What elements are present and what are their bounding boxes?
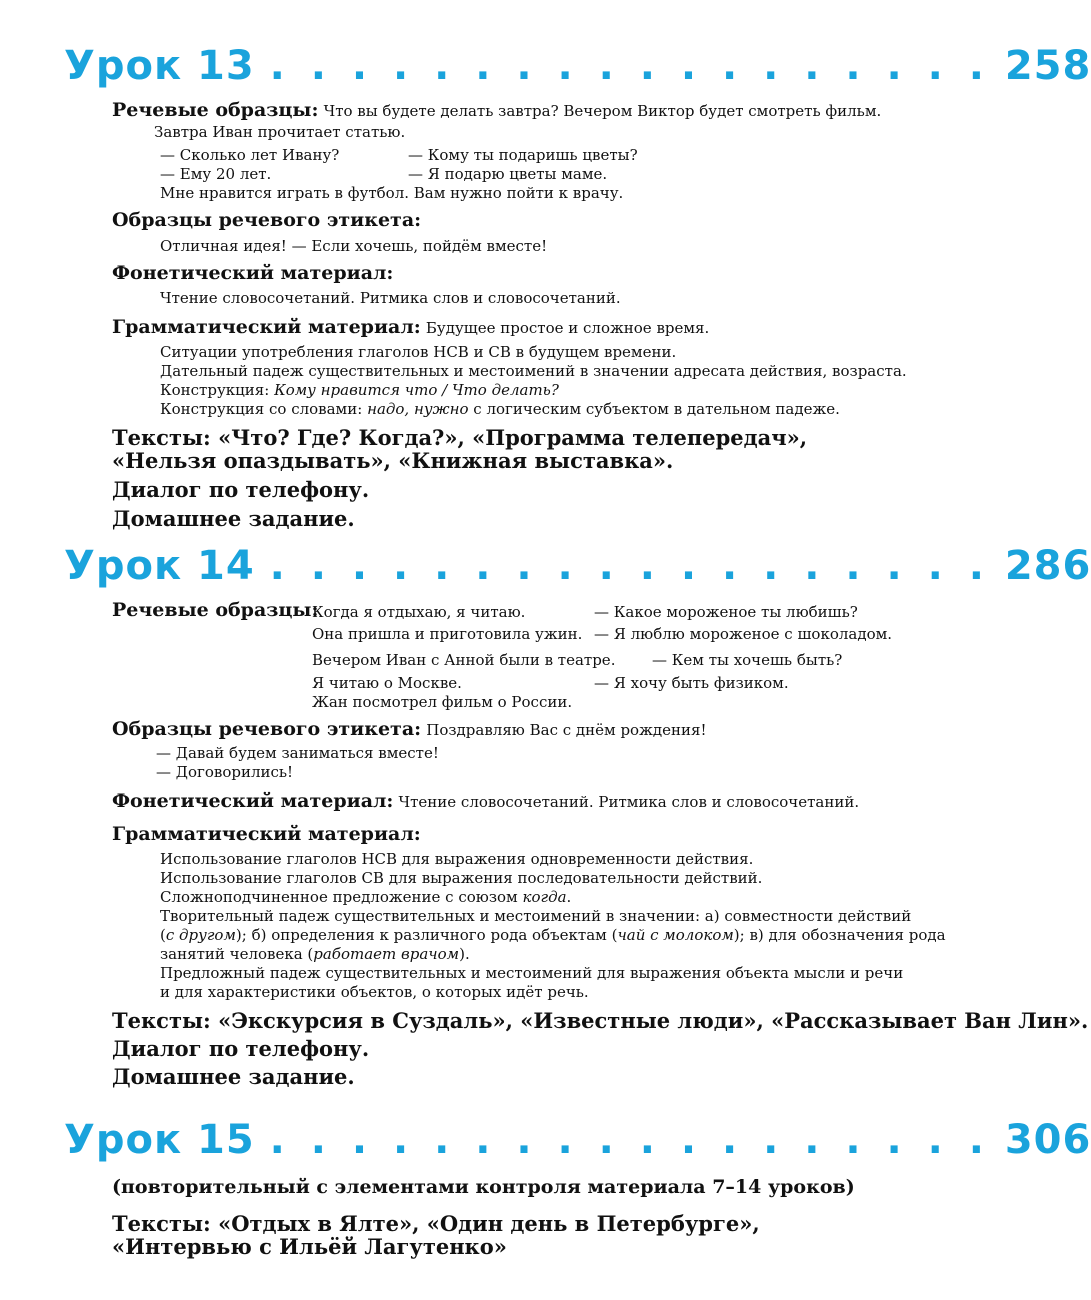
l14-grammar-5e: ); в) для обозначения рода	[733, 926, 946, 944]
l15-subtitle: (повторительный с элементами контроля материала 7–14 уроков)	[112, 1176, 855, 1198]
lesson-14-dots: . . . . . . . . . . . . . . . . . .	[269, 543, 990, 589]
l14-texts-1: Тексты: «Экскурсия в Суздаль», «Известные люди», «Рассказывает Ван Лин».	[112, 1008, 1089, 1033]
l13-dialog: Диалог по телефону.	[112, 477, 370, 502]
l13-speech-1: Что вы будете делать завтра? Вечером Виктор будет смотреть фильм.	[323, 102, 882, 120]
l14-speech-l2: Она пришла и приготовила ужин.	[312, 625, 583, 643]
l14-speech-r1: — Какое мороженое ты любишь?	[594, 603, 858, 621]
lesson-15-dots: . . . . . . . . . . . . . . . . . .	[269, 1117, 990, 1163]
l14-grammar-5	[160, 926, 946, 944]
l14-grammar-4: Творительный падеж существительных и местоимений в значении: а) совместности действий	[160, 907, 912, 925]
l13-grammar-4c: с логическим субъектом в дательном падеже.	[473, 400, 840, 418]
lesson-15-title: Урок 15	[64, 1117, 255, 1163]
lesson-13-heading	[64, 43, 1091, 89]
l14-phonetic-label: Фонетический материал:	[112, 790, 394, 812]
l14-etiquette-label: Образцы речевого этикета:	[112, 718, 422, 740]
l14-homework: Домашнее задание.	[112, 1064, 355, 1089]
l13-texts-1: Тексты: «Что? Где? Когда?», «Программа телепередач»,	[112, 425, 808, 450]
l13-speech-line-1	[112, 99, 881, 122]
l13-grammar-2: Дательный падеж существительных и местоимений в значении адресата действия, возраста.	[160, 362, 907, 380]
l13-speech-3: Мне нравится играть в футбол. Вам нужно пойти к врачу.	[160, 184, 624, 202]
l14-speech-r4: — Я хочу быть физиком.	[594, 674, 789, 692]
l14-grammar-7: Предложный падеж существительных и местоимений для выражения объекта мысли и речи	[160, 964, 904, 982]
l13-dialog-b2: — Я подарю цветы маме.	[408, 165, 608, 183]
l13-speech-label: Речевые образцы:	[112, 99, 319, 121]
l14-speech-l3: Вечером Иван с Анной были в театре.	[312, 651, 616, 669]
l14-grammar-5b: с другом	[165, 926, 236, 944]
l13-etiquette-1: Отличная идея! — Если хочешь, пойдём вместе!	[160, 237, 548, 255]
l14-grammar-1: Использование глаголов НСВ для выражения одновременности действия.	[160, 850, 754, 868]
l13-grammar-line	[112, 316, 709, 339]
l14-speech-l1: Когда я отдыхаю, я читаю.	[312, 603, 526, 621]
l13-texts-2: «Нельзя опаздывать», «Книжная выставка».	[112, 448, 674, 473]
l14-grammar-8: и для характеристики объектов, о которых идёт речь.	[160, 983, 589, 1001]
l14-etiquette-head: Поздравляю Вас с днём рождения!	[426, 721, 707, 739]
l14-grammar-5c: ); б) определения к различного рода объектам (	[235, 926, 618, 944]
l14-grammar-6b: работает врачом	[313, 945, 460, 963]
l14-grammar-label: Грамматический материал:	[112, 823, 421, 845]
l14-grammar-6	[160, 945, 470, 963]
l13-speech-2: Завтра Иван прочитает статью.	[154, 123, 406, 141]
l14-speech-l4: Я читаю о Москве.	[312, 674, 462, 692]
lesson-13-dots: . . . . . . . . . . . . . . . . . .	[269, 43, 990, 89]
lesson-15-page: 306	[1004, 1117, 1091, 1163]
l14-dialog: Диалог по телефону.	[112, 1036, 370, 1061]
lesson-13-title: Урок 13	[64, 43, 255, 89]
l13-grammar-4a: Конструкция со словами:	[160, 400, 363, 418]
l15-texts-2: «Интервью с Ильёй Лагутенко»	[112, 1234, 507, 1259]
l13-grammar-3a: Конструкция:	[160, 381, 270, 399]
l13-dialog-b1: — Кому ты подаришь цветы?	[408, 146, 638, 164]
l14-grammar-6c: ).	[459, 945, 470, 963]
lesson-13-page: 258	[1004, 43, 1091, 89]
l13-grammar-1: Ситуации употребления глаголов НСВ и СВ в будущем времени.	[160, 343, 677, 361]
lesson-14-page: 286	[1004, 543, 1091, 589]
lesson-14-title: Урок 14	[64, 543, 255, 589]
l13-grammar-4	[160, 400, 840, 418]
l14-speech-r2: — Я люблю мороженое с шоколадом.	[594, 625, 893, 643]
l14-etiquette-line	[112, 718, 706, 741]
l14-phonetic-line	[112, 790, 859, 813]
l14-grammar-6a: занятий человека (	[160, 945, 314, 963]
l13-phonetic-label: Фонетический материал:	[112, 262, 394, 284]
l13-etiquette-label: Образцы речевого этикета:	[112, 209, 422, 231]
l14-grammar-3c: .	[566, 888, 572, 906]
l13-grammar-3b: Кому нравится что / Что делать?	[274, 381, 559, 399]
l14-speech-label: Речевые образцы:	[112, 599, 319, 621]
l13-dialog-a1: — Сколько лет Ивану?	[160, 146, 340, 164]
l13-grammar-label: Грамматический материал:	[112, 316, 421, 338]
l14-grammar-3a: Сложноподчиненное предложение с союзом	[160, 888, 518, 906]
l15-texts-1: Тексты: «Отдых в Ялте», «Один день в Петербурге»,	[112, 1211, 760, 1236]
l14-speech-l5: Жан посмотрел фильм о России.	[312, 693, 573, 711]
l13-grammar-head: Будущее простое и сложное время.	[425, 319, 710, 337]
l14-grammar-5a: (	[160, 926, 166, 944]
lesson-15-heading	[64, 1117, 1091, 1163]
l14-grammar-3b: когда	[522, 888, 567, 906]
l14-phonetic-head: Чтение словосочетаний. Ритмика слов и словосочетаний.	[398, 793, 860, 811]
l14-speech-r3: — Кем ты хочешь быть?	[652, 651, 843, 669]
l14-grammar-3	[160, 888, 571, 906]
l13-dialog-a2: — Ему 20 лет.	[160, 165, 272, 183]
l13-homework: Домашнее задание.	[112, 506, 355, 531]
l13-grammar-3	[160, 381, 559, 399]
l14-grammar-5d: чай с молоком	[617, 926, 734, 944]
lesson-14-heading	[64, 543, 1091, 589]
l14-grammar-2: Использование глаголов СВ для выражения последовательности действий.	[160, 869, 763, 887]
l13-phonetic-1: Чтение словосочетаний. Ритмика слов и словосочетаний.	[160, 289, 621, 307]
l14-etiquette-1: — Давай будем заниматься вместе!	[156, 744, 439, 762]
l14-etiquette-2: — Договорились!	[156, 763, 294, 781]
l13-grammar-4b: надо, нужно	[367, 400, 469, 418]
